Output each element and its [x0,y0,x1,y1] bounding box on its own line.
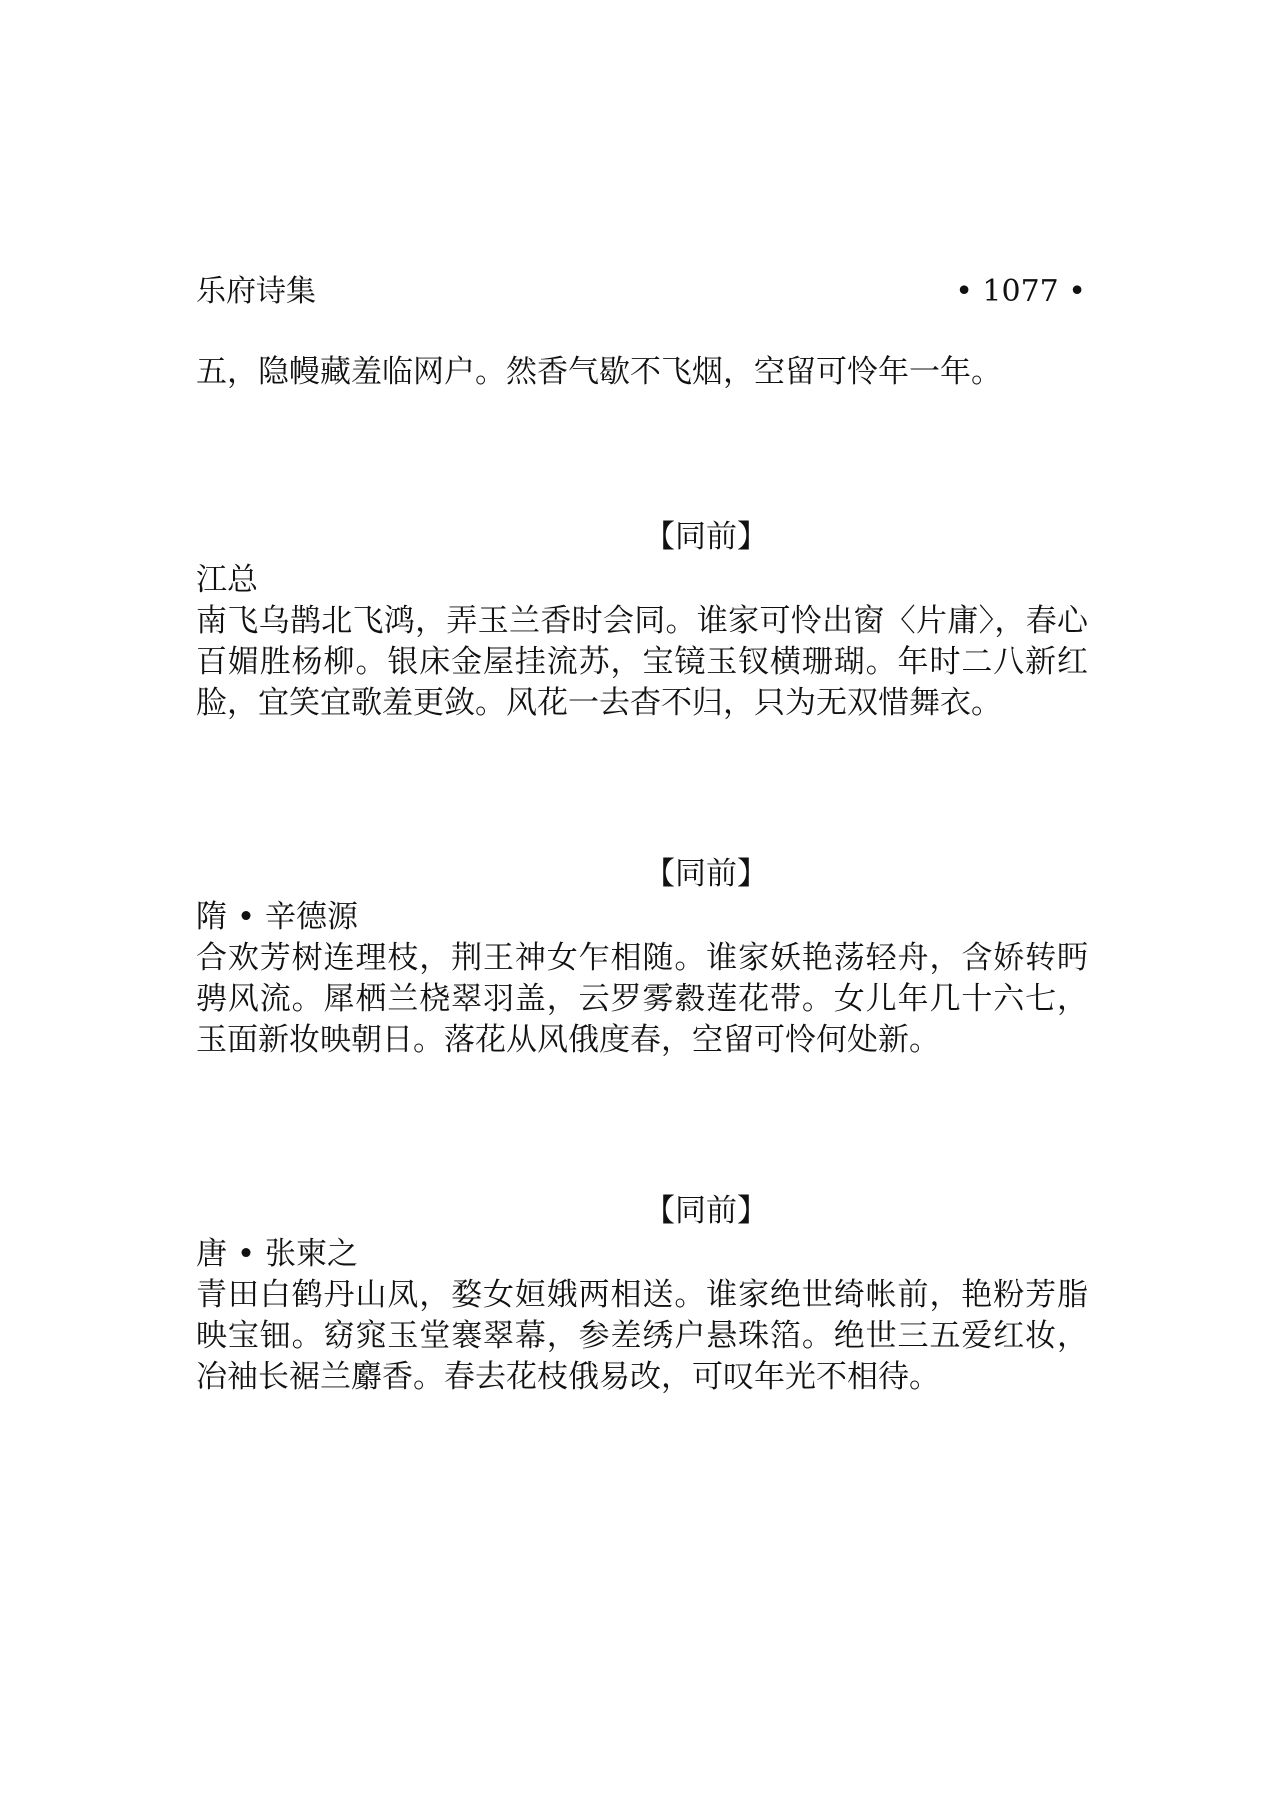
section-author: 隋 • 辛德源 [196,899,358,935]
page-number: • 1077 • [955,274,1086,309]
poem-text: 南飞乌鹊北飞鸿，弄玉兰香时会同。谁家可怜出窗〈片庸〉，春心百媚胜杨柳。银床金屋挂流苏，宝镜玉钗横珊瑚。年时二八新红脸，宜笑宜歌羞更敛。风花一去杳不归，只为无双惜舞衣。 [196,603,1088,721]
section-author: 江总 [196,562,258,598]
section-title: 【同前】 [644,856,768,892]
poem-section-2 [196,854,1096,1061]
poem-section-3 [196,1191,1096,1398]
page-header [196,270,1086,314]
poem-text: 合欢芳树连理枝，荆王神女乍相随。谁家妖艳荡轻舟，含娇转眄骋风流。犀栖兰桡翠羽盖，云罗雾縠莲花带。女儿年几十六七，玉面新妆映朝日。落花从风俄度春，空留可怜何处新。 [196,940,1088,1058]
poem-section-1 [196,517,1096,724]
section-author: 唐 • 张柬之 [196,1236,358,1272]
section-title: 【同前】 [644,519,768,555]
section-title: 【同前】 [644,1193,768,1229]
book-title: 乐府诗集 [196,274,316,309]
continuation-text: 五，隐幔藏羞临网户。然香气歇不飞烟，空留可怜年一年。 [196,354,1002,390]
poem-text: 青田白鹤丹山凤，婺女姮娥两相送。谁家绝世绮帐前，艳粉芳脂映宝钿。窈窕玉堂褰翠幕，参差绣户悬珠箔。绝世三五爱红妆，冶袖长裾兰麝香。春去花枝俄易改，可叹年光不相待。 [196,1277,1088,1395]
page-content [196,352,1096,1398]
